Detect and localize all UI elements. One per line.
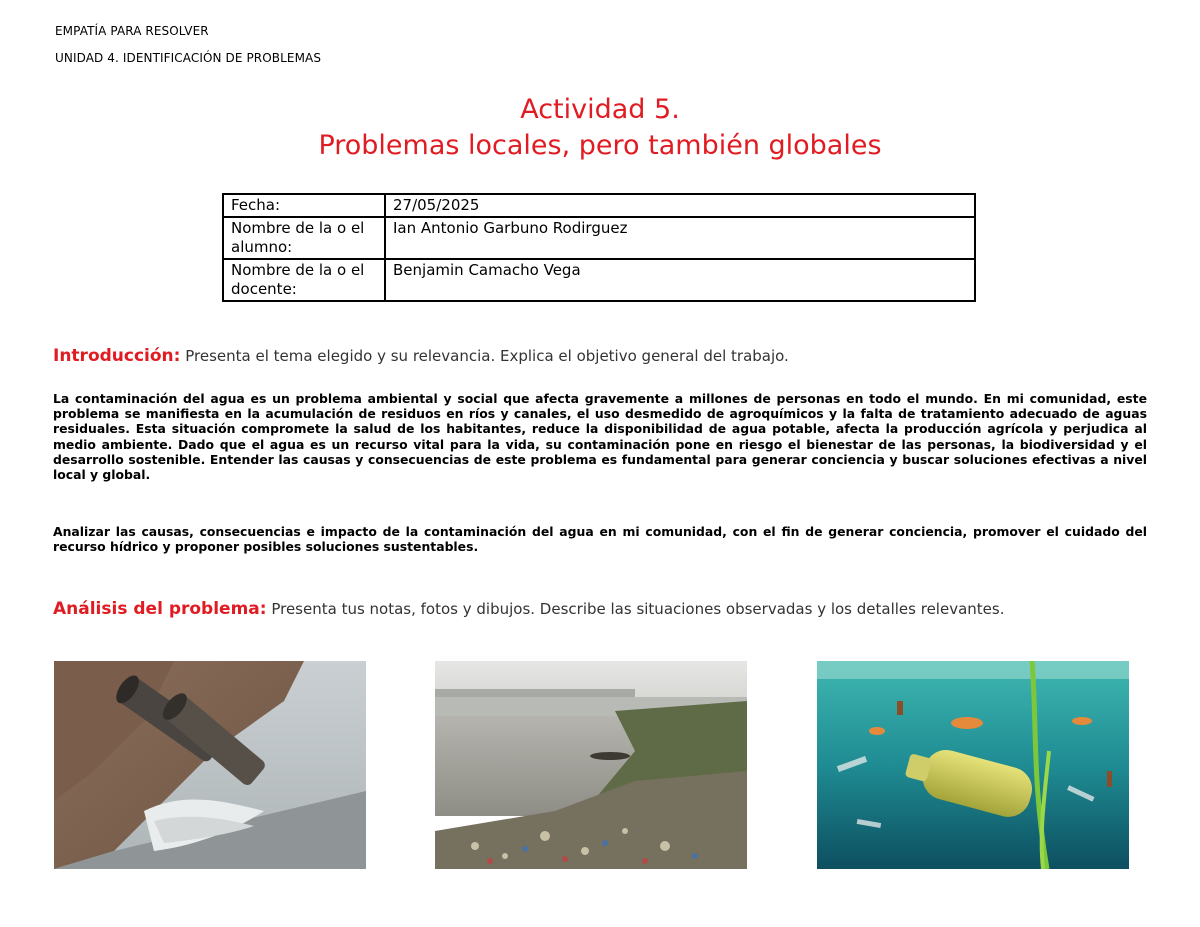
analysis-prompt: Presenta tus notas, fotos y dibujos. Describe las situaciones observadas y los detalles relevantes. [266, 600, 1005, 618]
activity-title: Actividad 5. [520, 94, 680, 125]
polluted-riverbank-photo [435, 661, 747, 869]
objective-paragraph: Analizar las causas, consecuencias e impacto de la contaminación del agua en mi comunidad, con el fin de generar conciencia, promover el cuidado del recurso hídrico y proponer posibles soluciones sustentables. [53, 524, 1147, 555]
plastic-bottle-ocean-photo [817, 661, 1129, 869]
introduction-paragraph: La contaminación del agua es un problema ambiental y social que afecta gravemente a millones de personas en todo el mundo. En mi comunidad, este problema se manifiesta en la acumulación de residuos en ríos y canales, el uso desmedido de agroquímicos y la falta de tratamiento adecuado de aguas residuales. Esta situación compromete la salud de los habitantes, reduce la disponibilidad de agua potable, afecta la producción agrícola y perjudica al medio ambiente. Dado que el agua es un recurso vital para la vida, su contaminación pone en riesgo el bienestar de las personas, la biodiversidad y el desarrollo sostenible. Entender las causas y consecuencias de este problema es fundamental para generar conciencia y buscar soluciones efectivas a nivel local y global. [53, 391, 1147, 483]
date-value: 27/05/2025 [385, 194, 975, 217]
student-label: Nombre de la o el alumno: [223, 217, 385, 259]
analysis-heading [53, 599, 1004, 619]
teacher-label: Nombre de la o el docente: [223, 259, 385, 301]
sewage-pipes-photo [54, 661, 366, 869]
date-row [223, 194, 975, 217]
student-row [223, 217, 975, 259]
analysis-label: Análisis del problema: [53, 599, 267, 619]
teacher-row [223, 259, 975, 301]
activity-subtitle: Problemas locales, pero también globales [318, 130, 882, 161]
info-table [222, 193, 976, 302]
unit-header: UNIDAD 4. IDENTIFICACIÓN DE PROBLEMAS [55, 51, 322, 65]
introduction-label: Introducción: [53, 346, 181, 366]
course-header: EMPATÍA PARA RESOLVER [55, 24, 209, 38]
introduction-prompt: Presenta el tema elegido y su relevancia. Explica el objetivo general del trabajo. [180, 347, 789, 365]
introduction-heading [53, 346, 789, 366]
teacher-value: Benjamin Camacho Vega [385, 259, 975, 301]
date-label: Fecha: [223, 194, 385, 217]
student-value: Ian Antonio Garbuno Rodirguez [385, 217, 975, 259]
